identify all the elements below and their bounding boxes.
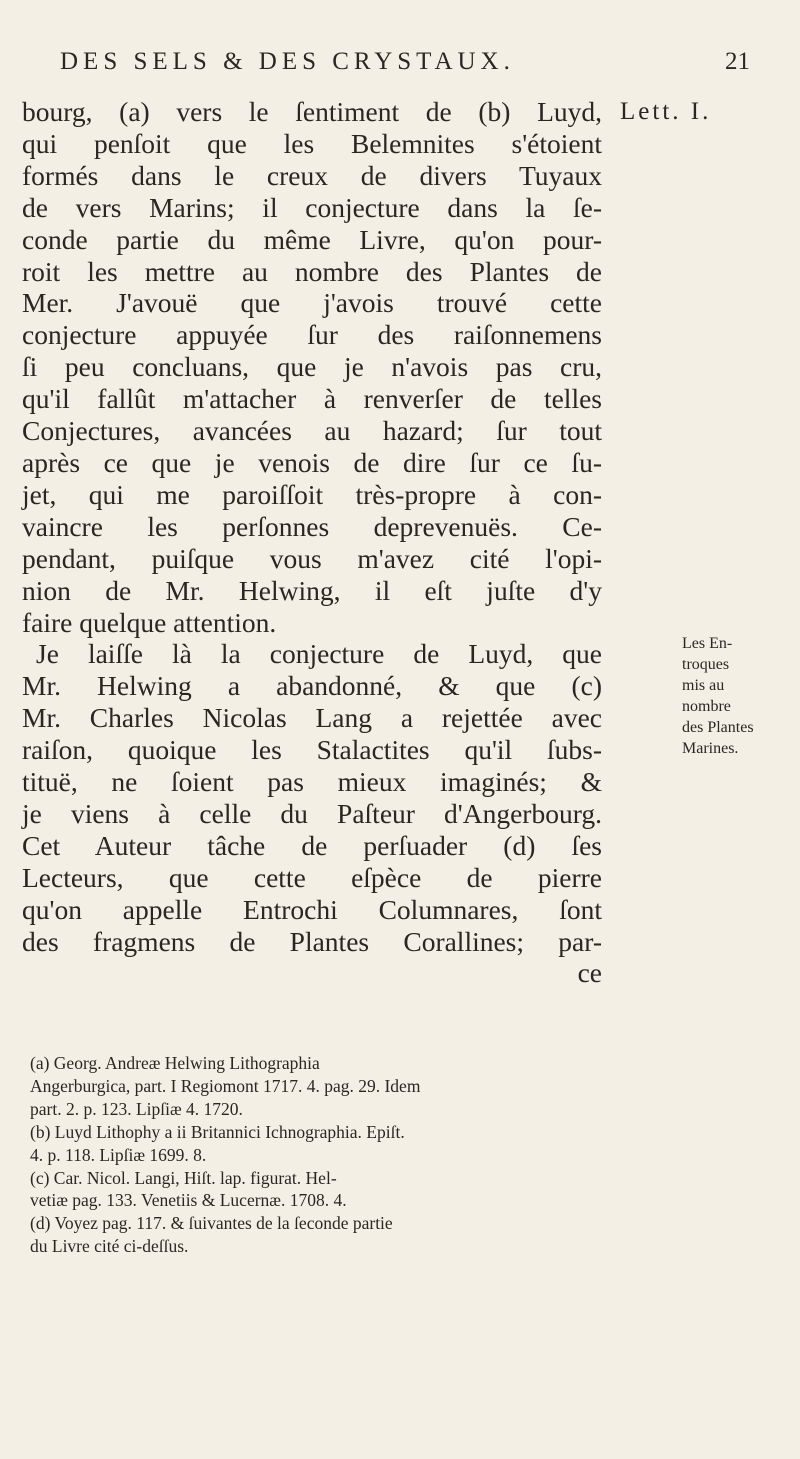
text-line: bourg, (a) vers le ſentiment de (b) Luyd, (22, 96, 602, 127)
footnote-line: (b) Luyd Lithophy a ii Britannici Ichnographia. Epiſt. (30, 1121, 405, 1142)
text-line: je viens à celle du Paſteur d'Angerbourg. (22, 797, 602, 829)
footnote-line: (a) Georg. Andreæ Helwing Lithographia (30, 1053, 320, 1073)
text-line: qui penſoit que les Belemnites s'étoient (22, 127, 602, 159)
margin-note-entroques (682, 633, 754, 759)
footnote-line: Angerburgica, part. I Regiomont 1717. 4. pag. 29. Idem (30, 1075, 421, 1096)
text-line: conjecture appuyée ſur des raiſonnemens (22, 319, 602, 351)
footnote-line: du Livre cité ci-deſſus. (30, 1236, 189, 1257)
text-line: vaincre les perſonnes deprevenuës. Ce- (22, 510, 602, 542)
footnote-line: (c) Car. Nicol. Langi, Hiſt. lap. figurat. Hel- (30, 1167, 337, 1188)
margin-note-line: mis au (682, 677, 725, 694)
margin-note-line: des Plantes (682, 719, 754, 736)
text-line: Mr. Helwing a abandonné, & que (c) (22, 670, 602, 702)
text-line: formés dans le creux de divers Tuyaux (22, 159, 602, 191)
text-line: jet, qui me paroiſſoit très-propre à con- (22, 478, 602, 510)
text-line: Cet Auteur tâche de perſuader (d) ſes (22, 829, 602, 861)
text-line: Je laiſſe là la conjecture de Luyd, que (36, 638, 602, 670)
text-line: pendant, puiſque vous m'avez cité l'opi- (22, 542, 602, 574)
footnote-line: part. 2. p. 123. Lipſiæ 4. 1720. (30, 1098, 243, 1119)
page-number: 21 (725, 48, 750, 75)
text-line: tituë, ne ſoient pas mieux imaginés; & (22, 766, 602, 798)
text-line: raiſon, quoique les Stalactites qu'il ſubs- (22, 734, 602, 766)
footnote-line: 4. p. 118. Lipſiæ 1699. 8. (30, 1144, 207, 1165)
text-line: Mr. Charles Nicolas Lang a rejettée avec (22, 702, 602, 734)
text-line: Mer. J'avouë que j'avois trouvé cette (22, 287, 602, 319)
footnote-line: vetiæ pag. 133. Venetiis & Lucernæ. 1708. 4. (30, 1190, 347, 1211)
text-line: faire quelque attention. (22, 606, 277, 638)
footnotes (30, 1052, 590, 1258)
text-line: nion de Mr. Helwing, il eſt juſte d'y (22, 574, 602, 606)
footnote-line: (d) Voyez pag. 117. & ſuivantes de la ſeconde partie (30, 1213, 393, 1234)
margin-note-line: nombre (682, 698, 731, 715)
text-line: roit les mettre au nombre des Plantes de (22, 255, 602, 287)
text-line: après ce que je venois de dire ſur ce ſu- (22, 446, 602, 478)
text-line: Conjectures, avancées au hazard; ſur tout (22, 415, 602, 447)
running-header (60, 48, 750, 76)
text-line: Lecteurs, que cette eſpèce de pierre (22, 861, 602, 893)
text-line: conde partie du même Livre, qu'on pour- (22, 223, 602, 255)
margin-note-line: Les En- (682, 635, 733, 652)
text-line: ſi peu concluans, que je n'avois pas cru, (22, 351, 602, 383)
text-line: des fragmens de Plantes Corallines; par- (22, 925, 602, 957)
text-line: de vers Marins; il conjecture dans la ſe- (22, 191, 602, 223)
margin-note-line: troques (682, 656, 730, 673)
main-text (22, 96, 602, 989)
margin-note-line: Marines. (682, 740, 739, 757)
running-title: DES SELS & DES CRYSTAUX. (60, 48, 515, 75)
text-line: qu'il fallût m'attacher à renverſer de telles (22, 383, 602, 415)
margin-reference-lett: Lett. I. (620, 98, 712, 125)
catchword: ce (577, 957, 602, 989)
text-line: qu'on appelle Entrochi Columnares, ſont (22, 893, 602, 925)
